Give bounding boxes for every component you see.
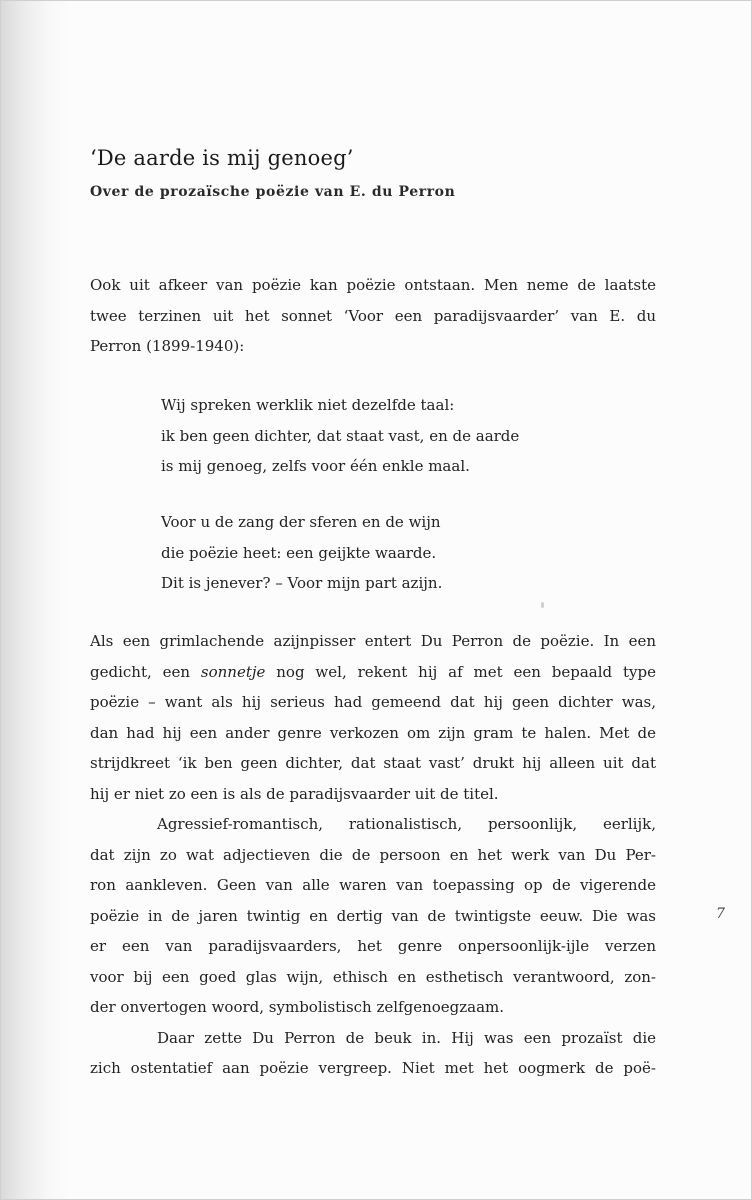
text-line: Daar zette Du Perron de beuk in. Hij was een prozaïst die (157, 1028, 656, 1047)
text-line: voor bij een goed glas wijn, ethisch en esthetisch verantwoord, zon- (90, 967, 656, 986)
text-line: hij er niet zo een is als de paradijsvaarder uit de titel. (90, 784, 499, 803)
poem-line: Voor u de zang der sferen en de wijn (161, 513, 441, 531)
text-line: zich ostentatief aan poëzie vergreep. Niet met het oogmerk de poë- (90, 1059, 656, 1077)
text-line: er een van paradijsvaarders, het genre onpersoonlijk-ijle verzen (90, 937, 656, 955)
text-fragment: nog wel, rekent hij af met een bepaald type (265, 662, 657, 681)
text-line: poëzie – want als hij serieus had gemeend dat hij geen dichter was, (90, 693, 656, 711)
emphasis-sonnetje: sonnetje (200, 662, 266, 681)
chapter-title: ‘De aarde is mij genoeg’ (90, 146, 354, 170)
text-line: Ook uit afkeer van poëzie kan poëzie ontstaan. Men neme de laatste (90, 276, 656, 294)
text-line: poëzie in de jaren twintig en dertig van de twintigste eeuw. Die was (90, 906, 656, 925)
text-line: dat zijn zo wat adjectieven die de persoon en het werk van Du Per- (90, 845, 656, 864)
poem-line: is mij genoeg, zelfs voor één enkle maal. (161, 457, 470, 475)
text-fragment: gedicht, een (90, 662, 201, 681)
chapter-subtitle: Over de prozaïsche poëzie van E. du Perron (90, 184, 456, 200)
poem-stanza-1 (161, 390, 519, 482)
text-line: strijdkreet ‘ik ben geen dichter, dat staat vast’ drukt hij alleen uit dat (90, 754, 656, 772)
poem-stanza-2 (161, 507, 442, 599)
text-line: Perron (1899-1940): (90, 337, 245, 355)
text-line: twee terzinen uit het sonnet ‘Voor een paradijsvaarder’ van E. du (90, 306, 656, 325)
page-number: 7 (716, 906, 725, 922)
text-line (90, 657, 656, 688)
poem-line: Dit is jenever? – Voor mijn part azijn. (161, 574, 443, 592)
body-text (90, 626, 656, 1084)
text-line: Als een grimlachende azijnpisser entert Du Perron de poëzie. In een (90, 632, 656, 650)
poem-line: die poëzie heet: een geijkte waarde. (161, 543, 437, 562)
text-line: Agressief-romantisch, rationalistisch, persoonlijk, eerlijk, (157, 815, 656, 833)
intro-paragraph (90, 270, 656, 362)
paper-speck (541, 602, 544, 608)
text-line: dan had hij een ander genre verkozen om zijn gram te halen. Met de (90, 723, 656, 742)
poem-line: Wij spreken werklik niet dezelfde taal: (161, 396, 455, 414)
text-line: der onvertogen woord, symbolistisch zelfgenoegzaam. (90, 998, 505, 1016)
poem-line: ik ben geen dichter, dat staat vast, en de aarde (161, 426, 520, 445)
text-line: ron aankleven. Geen van alle waren van toepassing op de vigerende (90, 876, 656, 894)
